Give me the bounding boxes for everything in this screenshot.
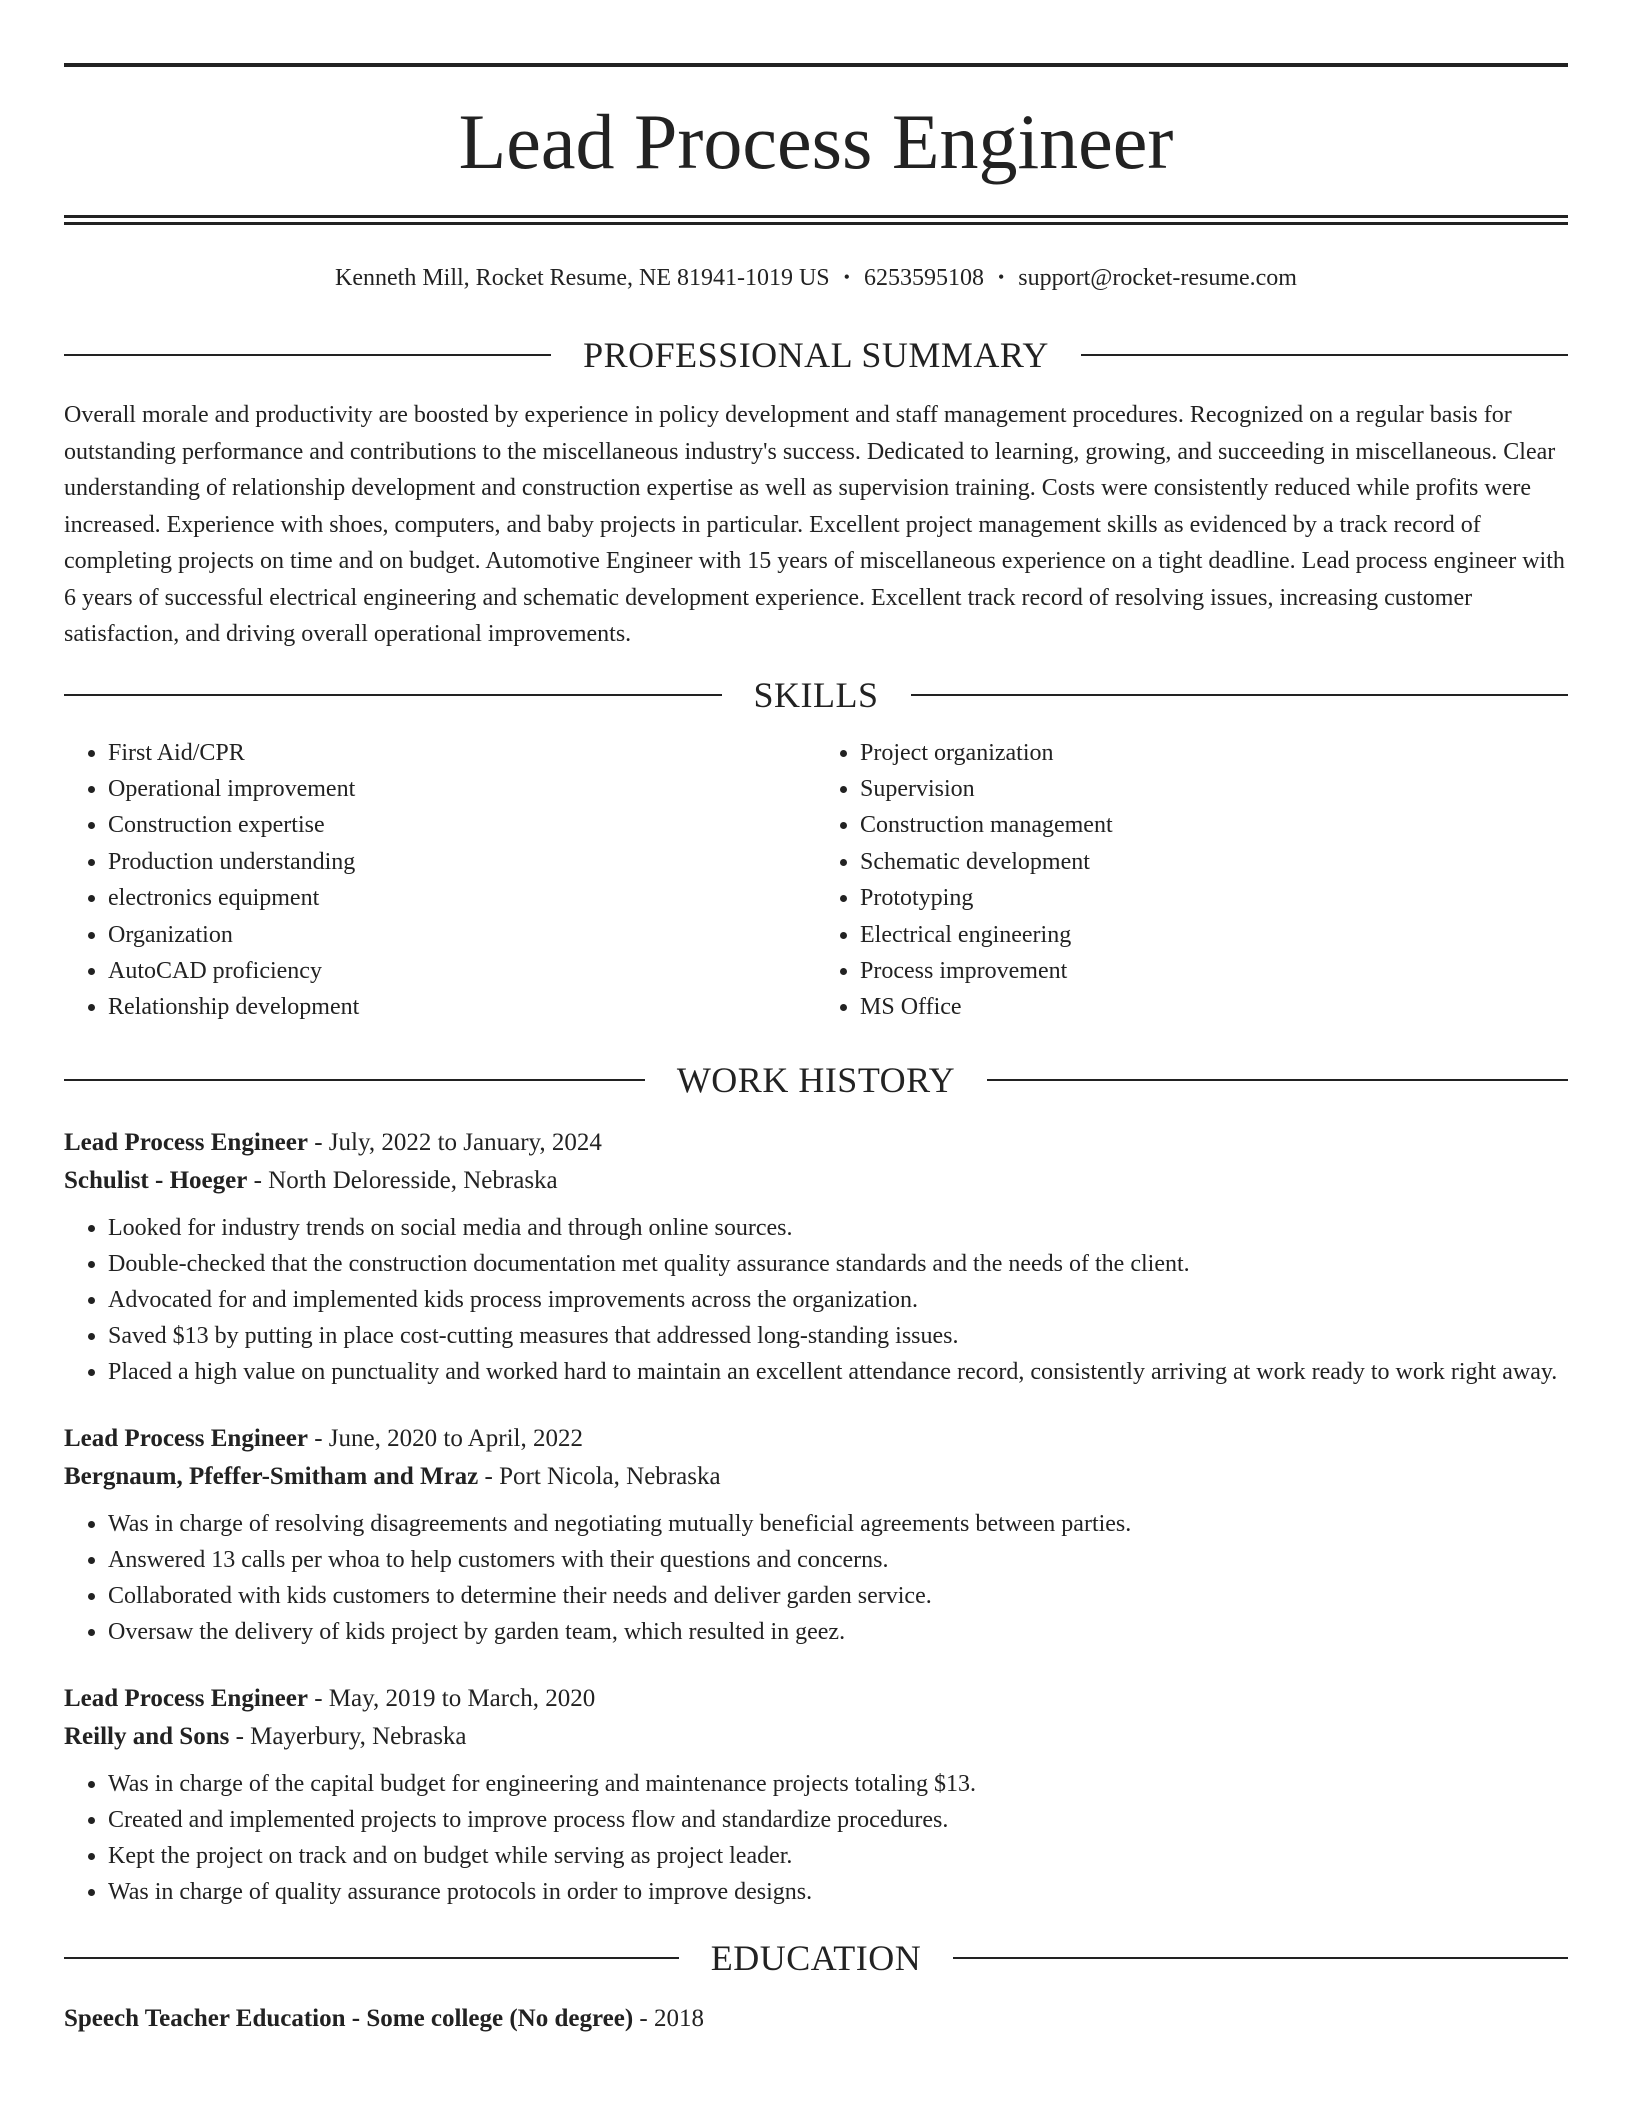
job-bullet: • Advocated for and implemented kids process improvements across the organization. [108, 1282, 1568, 1318]
section-heading-skills [64, 674, 1568, 715]
heading-rule-right [953, 1957, 1568, 1959]
skill-item: • Project organization [860, 735, 1568, 771]
page-title: Lead Process Engineer [458, 98, 1174, 185]
contact-phone: 6253595108 [863, 265, 984, 291]
job-title-line [64, 1124, 1568, 1162]
section-title: WORK HISTORY [676, 1059, 956, 1100]
skill-item: • AutoCAD proficiency [108, 953, 816, 989]
skills-list-right [816, 735, 1568, 1026]
heading-rule-left [64, 694, 722, 696]
job-bullets [64, 1210, 1568, 1390]
job-bullet: • Created and implemented projects to improve process flow and standardize procedures. [108, 1802, 1568, 1838]
job-company: Bergnaum, Pfeffer-Smitham and Mraz [64, 1462, 479, 1490]
education-degree: Speech Teacher Education - Some college (No degree) [64, 2004, 634, 2032]
section-heading-summary [64, 337, 1568, 373]
job-bullet: • Saved $13 by putting in place cost-cutting measures that addressed long-standing issues. [108, 1318, 1568, 1354]
job-entry [64, 1420, 1568, 1650]
heading-rule-right [1081, 354, 1568, 356]
section-heading-education [64, 1937, 1568, 1978]
heading-rule-right [911, 694, 1569, 696]
job-entry [64, 1680, 1568, 1910]
job-dates: - May, 2019 to March, 2020 [307, 1684, 596, 1712]
job-title: Lead Process Engineer [64, 1128, 308, 1156]
skill-item: • First Aid/CPR [108, 735, 816, 771]
contact-separator: • [843, 267, 850, 287]
job-title-line [64, 1420, 1568, 1458]
job-bullet: • Was in charge of resolving disagreements and negotiating mutually beneficial agreements between parties. [108, 1506, 1568, 1542]
job-location: - North Deloresside, Nebraska [247, 1166, 558, 1194]
job-title: Lead Process Engineer [64, 1424, 308, 1452]
section-heading-work [64, 1059, 1568, 1100]
skills-list-left [64, 735, 816, 1026]
job-company: Reilly and Sons [64, 1722, 230, 1750]
section-title: PROFESSIONAL SUMMARY [583, 335, 1049, 375]
skill-item: • Prototyping [860, 880, 1568, 916]
skill-item: • Construction management [860, 807, 1568, 843]
heading-rule-left [64, 354, 551, 356]
contact-address: Kenneth Mill, Rocket Resume, NE 81941-1019 US [335, 265, 830, 291]
education-year: - 2018 [633, 2004, 704, 2032]
contact-email: support@rocket-resume.com [1018, 265, 1297, 291]
contact-line [64, 266, 1568, 290]
job-company: Schulist - Hoeger [64, 1166, 248, 1194]
heading-rule-right [987, 1079, 1568, 1081]
section-title: EDUCATION [710, 1937, 922, 1978]
education-entry [64, 2000, 1568, 2038]
job-company-line [64, 1718, 1568, 1756]
job-company-line [64, 1162, 1568, 1200]
job-bullet: • Oversaw the delivery of kids project by garden team, which resulted in geez. [108, 1614, 1568, 1650]
resume-page [64, 0, 1568, 2038]
heading-rule-left [64, 1957, 679, 1959]
job-bullet: • Was in charge of quality assurance protocols in order to improve designs. [108, 1874, 1568, 1910]
job-bullet: • Placed a high value on punctuality and worked hard to maintain an excellent attendance record, consistently arriving at work ready to work right away. [108, 1354, 1568, 1390]
skill-item: • Process improvement [860, 953, 1568, 989]
heading-rule-left [64, 1079, 645, 1081]
job-title-line [64, 1680, 1568, 1718]
skill-item: • Organization [108, 917, 816, 953]
job-bullet: • Kept the project on track and on budget while serving as project leader. [108, 1838, 1568, 1874]
job-bullet: • Collaborated with kids customers to determine their needs and deliver garden service. [108, 1578, 1568, 1614]
job-dates: - June, 2020 to April, 2022 [307, 1424, 583, 1452]
job-bullets [64, 1766, 1568, 1910]
skill-item: • electronics equipment [108, 880, 816, 916]
section-title: SKILLS [753, 674, 879, 715]
skill-item: • MS Office [860, 989, 1568, 1025]
job-bullet: • Looked for industry trends on social media and through online sources. [108, 1210, 1568, 1246]
job-bullet: • Double-checked that the construction documentation met quality assurance standards and the needs of the client. [108, 1246, 1568, 1282]
job-entry [64, 1124, 1568, 1390]
job-company-line [64, 1458, 1568, 1496]
skill-item: • Electrical engineering [860, 917, 1568, 953]
job-bullet: • Was in charge of the capital budget for engineering and maintenance projects totaling $13. [108, 1766, 1568, 1802]
job-title: Lead Process Engineer [64, 1684, 308, 1712]
skill-item: • Schematic development [860, 844, 1568, 880]
job-bullet: • Answered 13 calls per whoa to help customers with their questions and concerns. [108, 1542, 1568, 1578]
contact-separator: • [997, 267, 1005, 287]
skill-item: • Construction expertise [108, 807, 816, 843]
skill-item: • Relationship development [108, 989, 816, 1025]
job-location: - Mayerbury, Nebraska [229, 1722, 467, 1750]
job-dates: - July, 2022 to January, 2024 [307, 1128, 602, 1156]
title-double-rule [64, 215, 1568, 225]
skills-columns [64, 735, 1568, 1026]
job-location: - Port Nicola, Nebraska [478, 1462, 721, 1490]
job-bullets [64, 1506, 1568, 1650]
skill-item: • Supervision [860, 771, 1568, 807]
skill-item: • Operational improvement [108, 771, 816, 807]
summary-text: Overall morale and productivity are boosted by experience in policy development and staff management procedures. Recognized on a regular basis for outstanding performance and contributions to the miscellaneous industry's success. Dedicated to learning, growing, and succeeding in miscellaneous. Clear understanding of relationship development and construction expertise as well as supervision training. Costs were consistently reduced while profits were increased. Experience with shoes, computers, and baby projects in particular. Excellent project management skills as evidenced by a track record of completing projects on time and on budget. Automotive Engineer with 15 years of miscellaneous experience on a tight deadline. Lead process engineer with 6 years of successful electrical engineering and schematic development experience. Excellent track record of resolving issues, increasing customer satisfaction, and driving overall operational improvements. [64, 402, 1565, 647]
skill-item: • Production understanding [108, 844, 816, 880]
